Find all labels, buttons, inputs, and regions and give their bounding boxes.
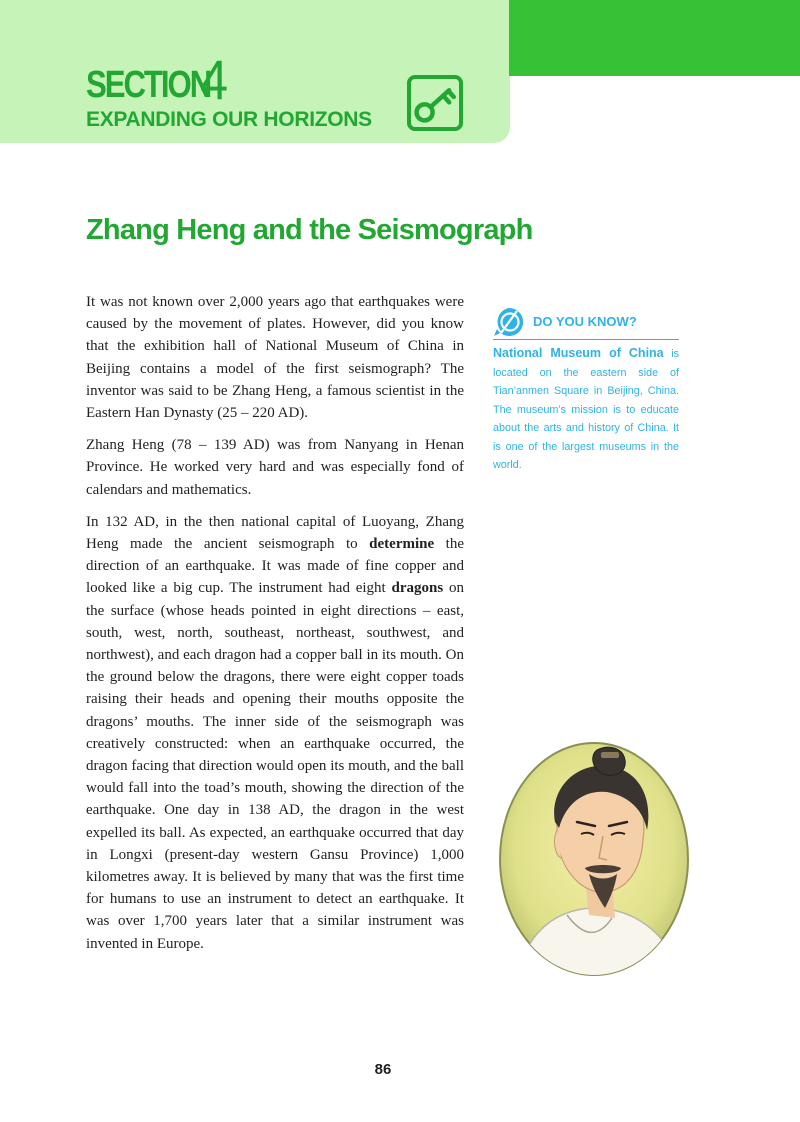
article-body <box>86 291 464 965</box>
sidebar-body: is located on the eastern side of Tian’anmen Square in Beijing, China. The museum’s mission is to educate about the arts and history of China. It is one of the largest museums in the world. <box>493 348 679 471</box>
sidebar-divider <box>493 339 679 340</box>
section-subtitle: EXPANDING OUR HORIZONS <box>86 108 372 131</box>
sidebar-bold-lead: National Museum of China <box>493 346 664 360</box>
header-corner-block <box>509 0 800 76</box>
article-paragraph <box>86 511 464 955</box>
article-paragraph <box>86 434 464 501</box>
do-you-know-icon <box>493 306 525 338</box>
paragraph-text: on the surface (whose heads pointed in eight directions – east, south, west, north, southeast, northeast, southwest, and northwest), and each dragon had a copper ball in its mouth. On the ground below the dragons, there were eight copper toads raising their heads and opening their mouths opposite the dragons’ mouths. The inner side of the seismograph was creatively constructed: when an earthquake occurred, the dragon facing that direction would open its mouth, and the ball would fall into the toad’s mouth, showing the direction of the earthquake. One day in 138 AD, the dragon in the west expelled its ball. As expected, an earthquake occurred that day in Longxi (present-day western Gansu Province) 1,000 kilometres away. It is believed by many that was the first time for humans to use an instrument to detect an earthquake. It was over 1,700 years later that a similar instrument was invented in Europe. <box>86 580 464 952</box>
article-paragraph <box>86 291 464 424</box>
paragraph-text: the direction of an earthquake. It was made of fine copper and looked like a big cup. The instrument had eight <box>86 536 464 597</box>
sidebar-title: DO YOU KNOW? <box>533 314 637 329</box>
sidebar-text <box>493 344 679 475</box>
section-number: 4 <box>200 48 229 111</box>
vocabulary-term: determine <box>369 536 435 553</box>
paragraph-text: Zhang Heng (78 – 139 AD) was from Nanyang in Henan Province. He worked very hard and was especially fond of calendars and mathematics. <box>86 437 464 498</box>
key-icon <box>406 74 464 132</box>
paragraph-text: In 132 AD, in the then national capital of Luoyang, Zhang Heng made the ancient seismograph to <box>86 513 464 553</box>
vocabulary-term: dragons <box>391 580 444 597</box>
paragraph-text: It was not known over 2,000 years ago that earthquakes were caused by the movement of plates. However, did you know that the exhibition hall of National Museum of China in Beijing contains a model of the first seismograph? The inventor was said to be Zhang Heng, a famous scientist in the Eastern Han Dynasty (25 – 220 AD). <box>86 294 464 422</box>
article-title: Zhang Heng and the Seismograph <box>86 214 533 246</box>
section-label: SECTION <box>86 64 211 106</box>
page-number: 86 <box>374 1061 392 1078</box>
portrait-of-zhang-heng <box>497 740 691 978</box>
